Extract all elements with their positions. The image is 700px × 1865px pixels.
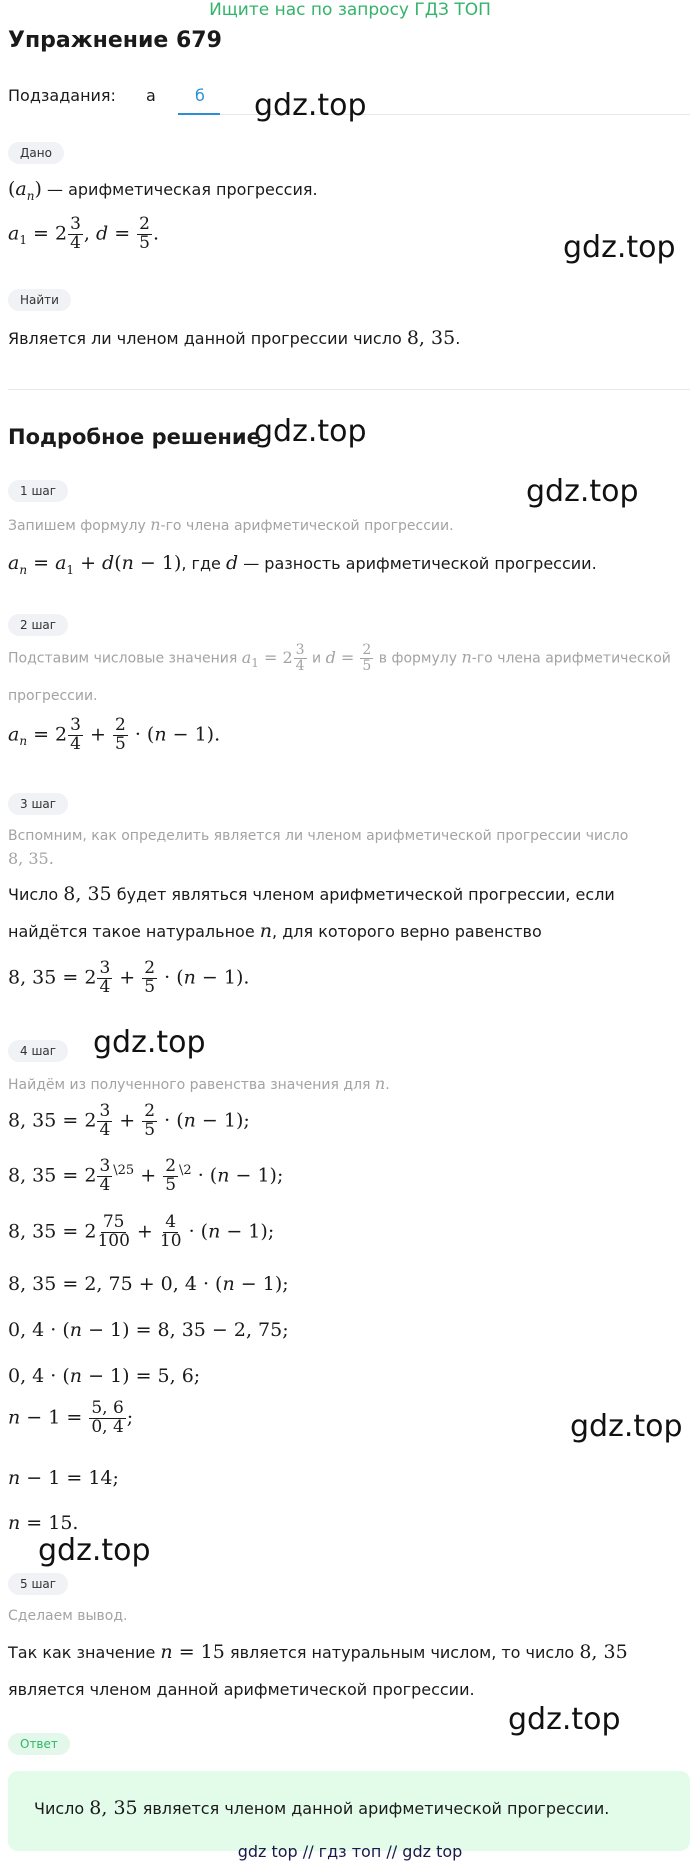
step-2-hint-line-2: прогрессии.: [8, 688, 98, 704]
watermark: gdz.top: [563, 230, 676, 265]
given-chip: Дано: [8, 142, 64, 164]
watermark: gdz.top: [254, 88, 367, 123]
step-5-hint: Сделаем вывод.: [8, 1608, 128, 1624]
step-4-line-8: n − 1 = 14;: [8, 1467, 119, 1489]
step-3-hint: Вспомним, как определить является ли членом арифметической прогрессии число: [8, 828, 629, 844]
step-1-chip: 1 шаг: [8, 480, 68, 502]
step-4-line-5: 0, 4 · (n − 1) = 8, 35 − 2, 75;: [8, 1319, 289, 1341]
subtask-tab-a[interactable]: а: [146, 86, 156, 105]
page-title: Упражнение 679: [8, 28, 222, 53]
footer-link[interactable]: gdz top: [402, 1842, 463, 1861]
footer-link[interactable]: гдз топ: [318, 1842, 382, 1861]
step-4-line-6: 0, 4 · (n − 1) = 5, 6;: [8, 1365, 201, 1387]
find-text: Является ли членом данной прогрессии число 8, 35.: [8, 327, 461, 349]
step-4-chip: 4 шаг: [8, 1040, 68, 1062]
footer-link[interactable]: gdz top: [237, 1842, 298, 1861]
step-3-equation: 8, 35 = 2 $\frac{3}{4}$ + $\frac{2}{5}$ · (n − 1).: [8, 958, 250, 997]
answer-chip: Ответ: [8, 1733, 70, 1755]
step-4-hint: Найдём из полученного равенства значения для n.: [8, 1074, 390, 1093]
find-chip: Найти: [8, 289, 71, 311]
step-2-chip: 2 шаг: [8, 614, 68, 636]
watermark: gdz.top: [254, 414, 367, 449]
step-4-line-3: 8, 35 = 2 $\frac{75}{100}$ + $\frac{4}{10}$ · (n − 1);: [8, 1212, 275, 1251]
active-tab-underline: [178, 113, 220, 115]
step-2-formula: $a_n = 2$ $\frac{3}{4}$ + $\frac{2}{5}$ · (n − 1).: [8, 715, 221, 754]
step-3-text-1: Число 8, 35 будет являться членом арифметической прогрессии, если: [8, 883, 615, 905]
watermark: gdz.top: [570, 1409, 683, 1444]
step-5-text-2: является членом данной арифметической прогрессии.: [8, 1680, 475, 1699]
subtask-tab-b[interactable]: б: [195, 86, 205, 105]
footer-separator: //: [386, 1842, 398, 1861]
step-3-hint-number: 8, 35.: [8, 849, 54, 868]
step-1-hint: Запишем формулу n-го члена арифметической прогрессии.: [8, 515, 454, 534]
step-5-text-1: Так как значение n = 15 является натуральным числом, то число 8, 35: [8, 1641, 628, 1663]
watermark: gdz.top: [508, 1702, 621, 1737]
footer-separator: //: [302, 1842, 314, 1861]
subtasks-label: Подзадания:: [8, 86, 116, 105]
step-5-chip: 5 шаг: [8, 1573, 68, 1595]
footer-links: [0, 1842, 700, 1861]
step-4-line-7: n − 1 = $\frac{5, 6}{0, 4}$ ;: [8, 1398, 134, 1437]
section-divider: [8, 389, 690, 390]
step-4-line-4: 8, 35 = 2, 75 + 0, 4 · (n − 1);: [8, 1273, 289, 1295]
given-line-1: $(a_n)$ — арифметическая прогрессия.: [8, 178, 318, 203]
solution-title: Подробное решение: [8, 425, 261, 449]
step-3-chip: 3 шаг: [8, 793, 68, 815]
step-4-line-9: n = 15.: [8, 1512, 79, 1534]
step-4-line-1: 8, 35 = 2 $\frac{3}{4}$ + $\frac{2}{5}$ · (n − 1);: [8, 1101, 250, 1140]
step-4-line-2: 8, 35 = 2 $\frac{3}{4}$ $^{\backslash 25}$ + $\frac{2}{5}$ $^{\backslash 2}$ · (n − 1);: [8, 1156, 284, 1195]
watermark: gdz.top: [93, 1025, 206, 1060]
step-2-hint: Подставим числовые значения $a_1 = 2$ $\frac{3}{4}$ и d = $\frac{2}{5}$ в формулу n-го члена арифметической: [8, 642, 671, 674]
step-1-formula: $a_n = a_1 + d(n - 1)$, где d — разность арифметической прогрессии.: [8, 552, 597, 577]
watermark: gdz.top: [526, 474, 639, 509]
given-line-2: $a_1 = 2$ $\frac{3}{4}$ , d = $\frac{2}{5}$ .: [8, 214, 160, 253]
answer-text: Число 8, 35 является членом данной арифметической прогрессии.: [34, 1797, 610, 1819]
watermark: gdz.top: [38, 1533, 151, 1568]
step-3-text-2: найдётся такое натуральное n, для которого верно равенство: [8, 920, 542, 942]
top-banner[interactable]: Ищите нас по запросу ГДЗ ТОП: [209, 0, 491, 20]
